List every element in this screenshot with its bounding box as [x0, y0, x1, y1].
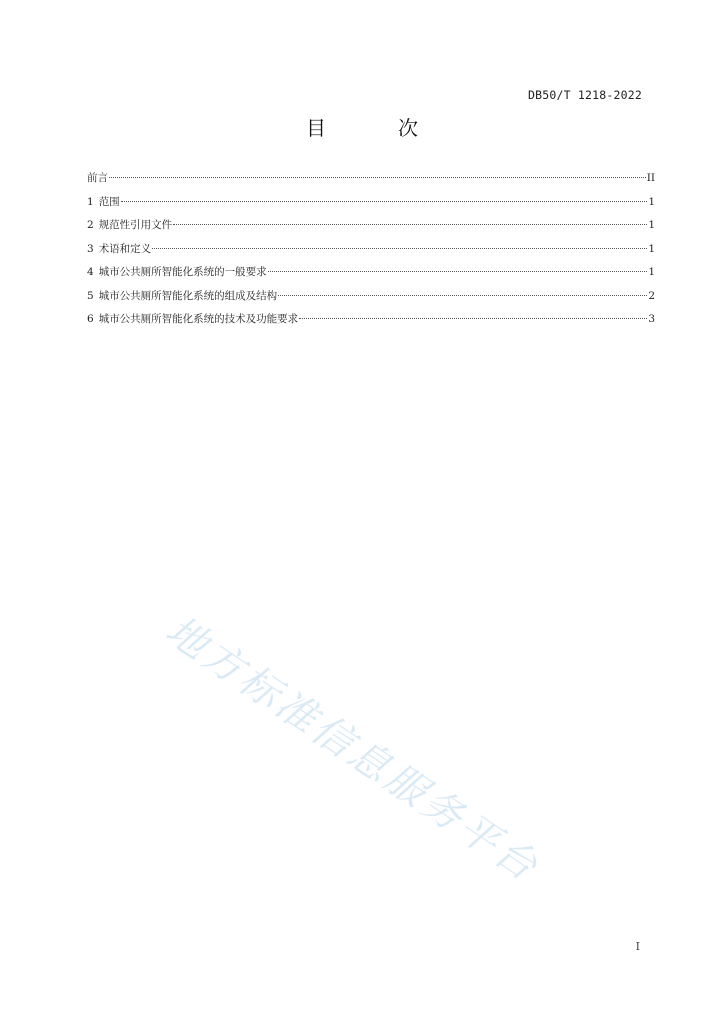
toc-entry-terms-definitions[interactable]	[87, 241, 655, 265]
toc-entry-general-requirements[interactable]	[87, 264, 655, 288]
toc-entry-number: 3	[87, 242, 94, 255]
toc-entry-technical-functional-requirements[interactable]	[87, 311, 655, 335]
table-of-contents	[87, 170, 655, 335]
document-code: DB50/T 1218-2022	[528, 88, 642, 102]
toc-entry-label: 术语和定义	[98, 242, 152, 255]
toc-entry-number: 6	[87, 313, 94, 325]
toc-entry-normative-references[interactable]	[87, 217, 655, 241]
toc-title: 目 次	[306, 116, 444, 140]
toc-entry-label: 范围	[98, 195, 120, 208]
toc-entry-page: 1	[648, 219, 655, 231]
toc-entry-label: 前言	[87, 172, 108, 184]
page-number: I	[635, 940, 640, 953]
toc-dot-leader	[278, 295, 647, 296]
toc-entry-label: 城市公共厕所智能化系统的技术及功能要求	[98, 313, 299, 325]
toc-entry-page: 1	[648, 266, 655, 278]
toc-entry-page: 2	[648, 289, 655, 302]
toc-dot-leader	[173, 224, 647, 225]
watermark-text: 地方标准信息服务平台	[157, 607, 548, 892]
toc-entry-page: 1	[648, 195, 655, 208]
toc-entry-label: 城市公共厕所智能化系统的一般要求	[98, 266, 267, 278]
toc-entry-page: 3	[648, 313, 655, 325]
toc-entry-number: 4	[87, 266, 94, 278]
toc-dot-leader	[109, 177, 646, 178]
toc-dot-leader	[299, 318, 647, 319]
toc-entry-number: 2	[87, 219, 94, 231]
toc-entry-label: 城市公共厕所智能化系统的组成及结构	[98, 289, 278, 302]
toc-dot-leader	[121, 201, 648, 202]
toc-entry-scope[interactable]	[87, 194, 655, 218]
toc-entry-composition-structure[interactable]	[87, 288, 655, 312]
toc-entry-page: II	[646, 172, 655, 184]
toc-entry-page: 1	[648, 242, 655, 255]
toc-entry-preface[interactable]	[87, 170, 655, 194]
toc-entry-number: 5	[87, 289, 94, 302]
toc-entry-label: 规范性引用文件	[98, 219, 173, 231]
toc-entry-number: 1	[87, 195, 94, 208]
toc-dot-leader	[268, 271, 648, 272]
toc-dot-leader	[152, 248, 647, 249]
